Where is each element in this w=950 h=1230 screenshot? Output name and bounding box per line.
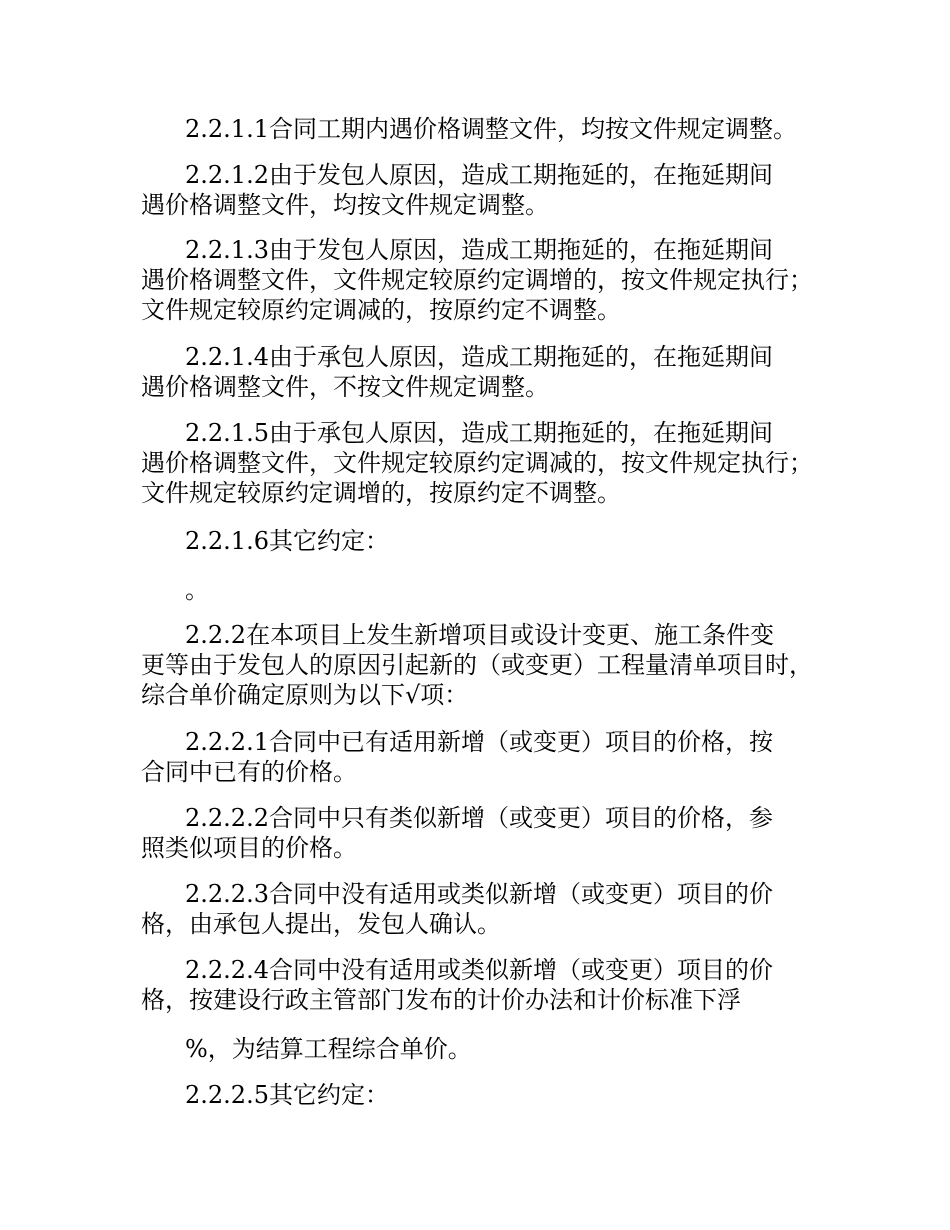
paragraph-2-2-1-5 xyxy=(141,418,841,508)
text-line: 2.2.1.4由于承包人原因，造成工期拖延的，在拖延期间 xyxy=(185,343,773,371)
text-line: 遇价格调整文件，不按文件规定调整。 xyxy=(141,373,549,401)
text-line: 2.2.2.5其它约定： xyxy=(185,1081,389,1109)
paragraph-2-2-2-4 xyxy=(141,955,841,1015)
text-line: 文件规定较原约定调增的，按原约定不调整。 xyxy=(141,479,621,507)
text-line: 遇价格调整文件，文件规定较原约定调增的，按文件规定执行； xyxy=(141,266,813,294)
paragraph-2-2-1-6 xyxy=(141,526,841,556)
percent-line xyxy=(141,1034,841,1064)
text-line: 综合单价确定原则为以下√项： xyxy=(141,681,469,709)
paragraph-2-2-1-4 xyxy=(141,342,841,402)
text-line: 遇价格调整文件，文件规定较原约定调减的，按文件规定执行； xyxy=(141,449,813,477)
text-line: 文件规定较原约定调减的，按原约定不调整。 xyxy=(141,296,621,324)
text-line: 2.2.1.5由于承包人原因，造成工期拖延的，在拖延期间 xyxy=(185,419,773,447)
text-line: 2.2.2.3合同中没有适用或类似新增（或变更）项目的价 xyxy=(185,880,773,908)
text-line: 2.2.2.4合同中没有适用或类似新增（或变更）项目的价 xyxy=(185,956,773,984)
text-line: 2.2.1.2由于发包人原因，造成工期拖延的，在拖延期间 xyxy=(185,161,773,189)
paragraph-2-2-1-2 xyxy=(141,160,841,220)
text-line: 更等由于发包人的原因引起新的（或变更）工程量清单项目时， xyxy=(141,651,813,679)
text-line: 格，由承包人提出，发包人确认。 xyxy=(141,910,501,938)
paragraph-2-2-2-1 xyxy=(141,727,841,787)
text-line: 2.2.1.1合同工期内遇价格调整文件，均按文件规定调整。 xyxy=(185,115,797,143)
text-line: 合同中已有的价格。 xyxy=(141,758,357,786)
paragraph-2-2-2-3 xyxy=(141,879,841,939)
text-line: 遇价格调整文件，均按文件规定调整。 xyxy=(141,191,549,219)
text-line: 2.2.2在本项目上发生新增项目或设计变更、施工条件变 xyxy=(185,621,775,649)
blank-fill-in xyxy=(141,575,841,605)
paragraph-2-2-1-1 xyxy=(141,114,841,144)
paragraph-2-2-2-2 xyxy=(141,803,841,863)
text-line: 2.2.1.6其它约定： xyxy=(185,527,389,555)
text-line: 2.2.1.3由于发包人原因，造成工期拖延的，在拖延期间 xyxy=(185,236,773,264)
text-line: 格，按建设行政主管部门发布的计价办法和计价标准下浮 xyxy=(141,986,741,1014)
text-line: %，为结算工程综合单价。 xyxy=(185,1035,472,1063)
text-line: 2.2.2.1合同中已有适用新增（或变更）项目的价格，按 xyxy=(185,728,773,756)
paragraph-2-2-1-3 xyxy=(141,235,841,325)
text-line: 2.2.2.2合同中只有类似新增（或变更）项目的价格，参 xyxy=(185,804,773,832)
text-line: 照类似项目的价格。 xyxy=(141,834,357,862)
paragraph-2-2-2-5 xyxy=(141,1080,841,1110)
text-line: 。 xyxy=(185,576,209,604)
paragraph-2-2-2 xyxy=(141,620,841,710)
